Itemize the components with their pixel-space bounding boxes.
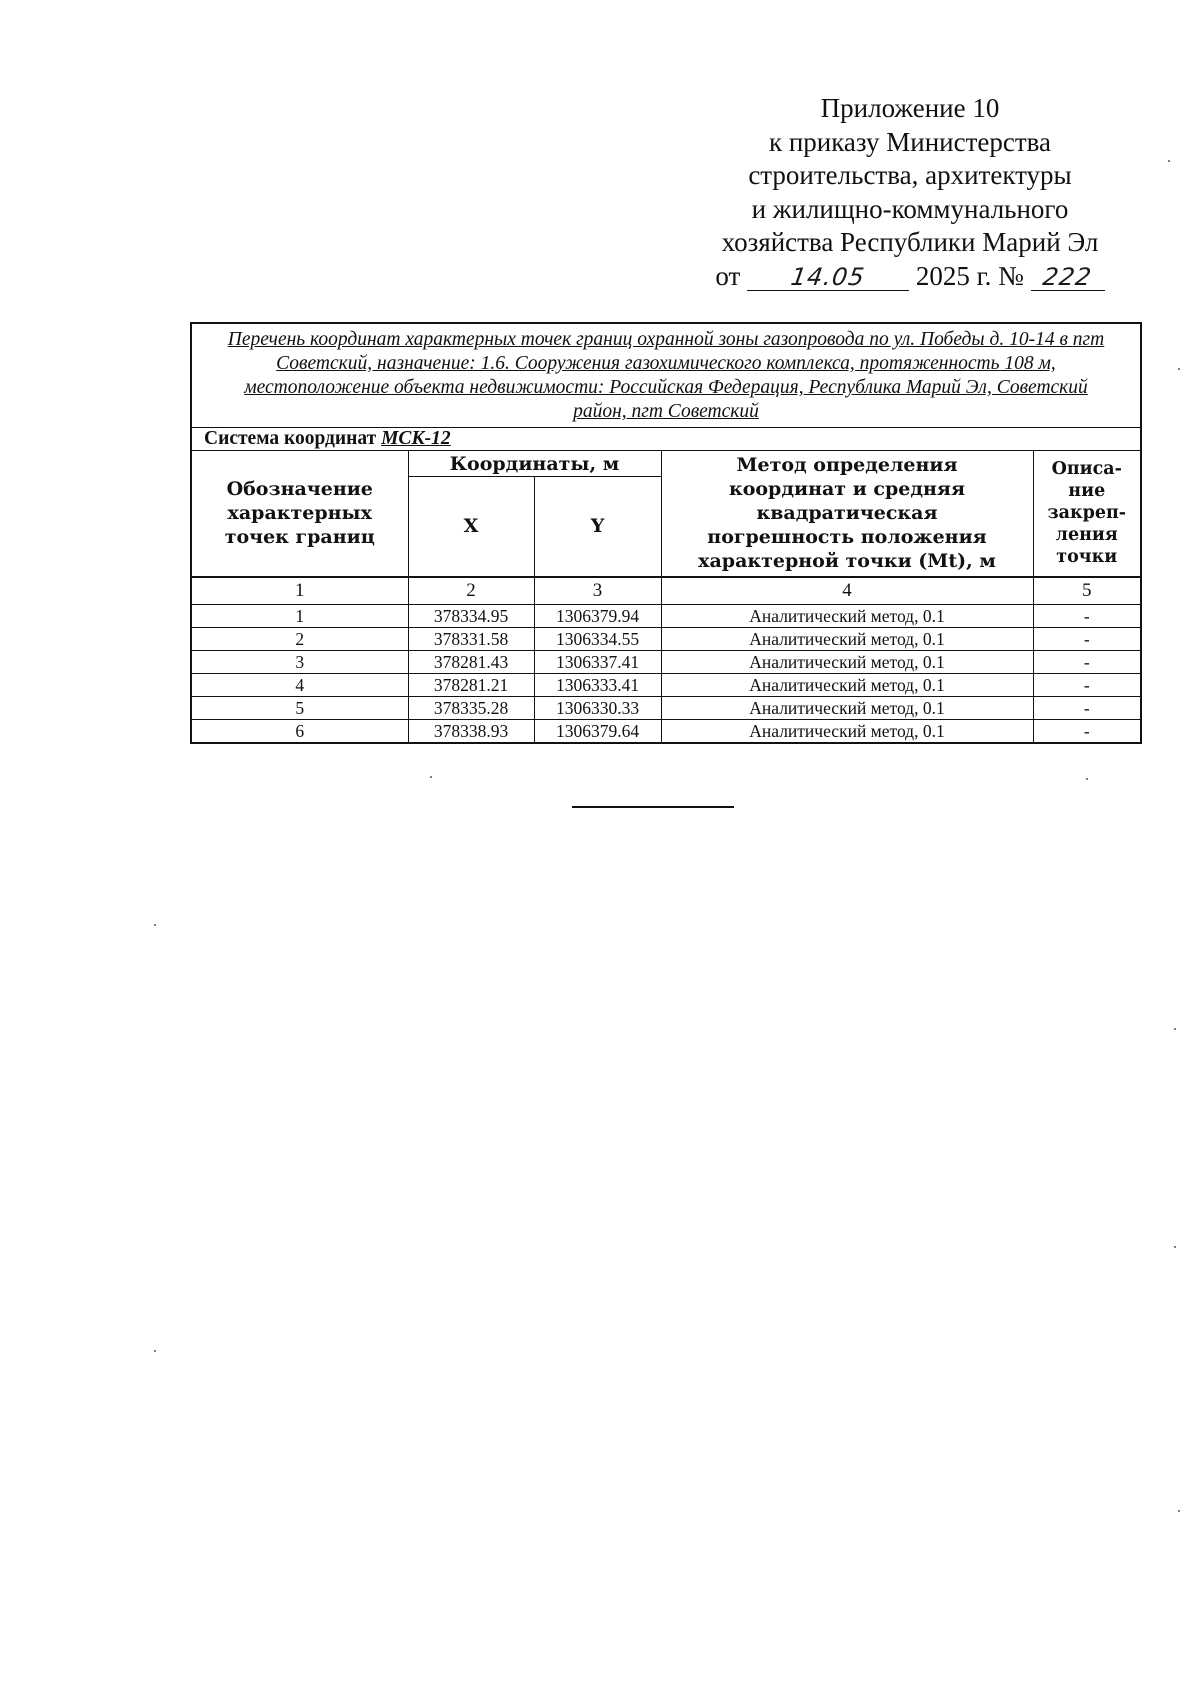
description-cell: - — [1033, 650, 1141, 673]
point-cell: 1 — [191, 604, 408, 627]
y-cell: 1306330.33 — [534, 696, 661, 719]
point-cell: 5 — [191, 696, 408, 719]
scan-speck — [430, 776, 432, 778]
description-cell: - — [1033, 627, 1141, 650]
scan-speck — [1178, 368, 1180, 370]
column-number: 2 — [408, 577, 534, 605]
scan-speck — [154, 1350, 156, 1352]
header-line: хозяйства Республики Марий Эл — [721, 227, 1099, 257]
year-text: 2025 г. № — [915, 260, 1024, 291]
y-cell: 1306337.41 — [534, 650, 661, 673]
point-cell: 3 — [191, 650, 408, 673]
header-y: Y — [534, 477, 661, 577]
y-cell: 1306333.41 — [534, 673, 661, 696]
y-cell: 1306334.55 — [534, 627, 661, 650]
x-cell: 378338.93 — [408, 719, 534, 743]
header-line: и жилищно-коммунального — [751, 193, 1069, 224]
y-cell: 1306379.64 — [534, 719, 661, 743]
handwritten-order-number: 222 — [1041, 262, 1094, 291]
scan-speck — [1086, 778, 1088, 780]
table-row — [191, 719, 1141, 743]
scan-speck — [154, 924, 156, 926]
scan-speck — [1174, 1028, 1176, 1030]
end-of-document-rule — [572, 806, 734, 808]
header-x: X — [408, 477, 534, 577]
date-blank — [747, 263, 909, 291]
scan-speck — [1168, 160, 1170, 162]
description-cell: - — [1033, 696, 1141, 719]
method-cell: Аналитический метод, 0.1 — [661, 627, 1033, 650]
method-cell: Аналитический метод, 0.1 — [661, 719, 1033, 743]
header-method: Метод определения координат и средняя квадратическая погрешность положения характерной точки (Mt), м — [661, 451, 1033, 577]
x-cell: 378331.58 — [408, 627, 534, 650]
x-cell: 378281.21 — [408, 673, 534, 696]
x-cell: 378281.43 — [408, 650, 534, 673]
appendix-header — [690, 92, 1130, 293]
column-number: 3 — [534, 577, 661, 605]
header-line: строительства, архитектуры — [748, 160, 1072, 190]
table-row — [191, 650, 1141, 673]
table-title: Перечень координат характерных точек границ охранной зоны газопровода по ул. Победы д. 10-14 в пгт Советский, назначение: 1.6. Сооружения газохимического комплекса, протяженность 108 м, местоположение объекта недвижимости: Российская Федерация, Республика Марий Эл, Советский район, пгт Советский — [191, 323, 1141, 428]
point-cell: 6 — [191, 719, 408, 743]
crs-label: Система координат — [204, 428, 377, 449]
header-coordinates: Координаты, м — [408, 451, 661, 477]
header-point: Обозначение характерных точек границ — [191, 451, 408, 577]
method-cell: Аналитический метод, 0.1 — [661, 673, 1033, 696]
y-cell: 1306379.94 — [534, 604, 661, 627]
table-row — [191, 673, 1141, 696]
description-cell: - — [1033, 719, 1141, 743]
scan-speck — [1174, 1246, 1176, 1248]
header-description: Описа-ние закреп-ления точки — [1033, 451, 1141, 577]
date-prefix: от — [715, 260, 741, 291]
point-cell: 4 — [191, 673, 408, 696]
table-row — [191, 627, 1141, 650]
column-number-row — [191, 577, 1141, 605]
method-cell: Аналитический метод, 0.1 — [661, 696, 1033, 719]
column-number: 5 — [1033, 577, 1141, 605]
coordinate-system-row — [191, 428, 1141, 451]
column-number: 4 — [661, 577, 1033, 605]
handwritten-date: 14.05 — [789, 262, 867, 291]
crs-value: МСК-12 — [381, 428, 451, 449]
header-line: Приложение 10 — [820, 93, 1000, 123]
description-cell: - — [1033, 604, 1141, 627]
table-row — [191, 604, 1141, 627]
description-cell: - — [1033, 673, 1141, 696]
scan-speck — [1178, 1510, 1180, 1512]
column-number: 1 — [191, 577, 408, 605]
order-number-blank — [1031, 263, 1105, 291]
point-cell: 2 — [191, 627, 408, 650]
x-cell: 378334.95 — [408, 604, 534, 627]
x-cell: 378335.28 — [408, 696, 534, 719]
header-line: к приказу Министерства — [768, 126, 1052, 157]
method-cell: Аналитический метод, 0.1 — [661, 650, 1033, 673]
table-row — [191, 696, 1141, 719]
coordinates-table — [190, 322, 1142, 744]
order-date-line — [690, 260, 1130, 294]
method-cell: Аналитический метод, 0.1 — [661, 604, 1033, 627]
